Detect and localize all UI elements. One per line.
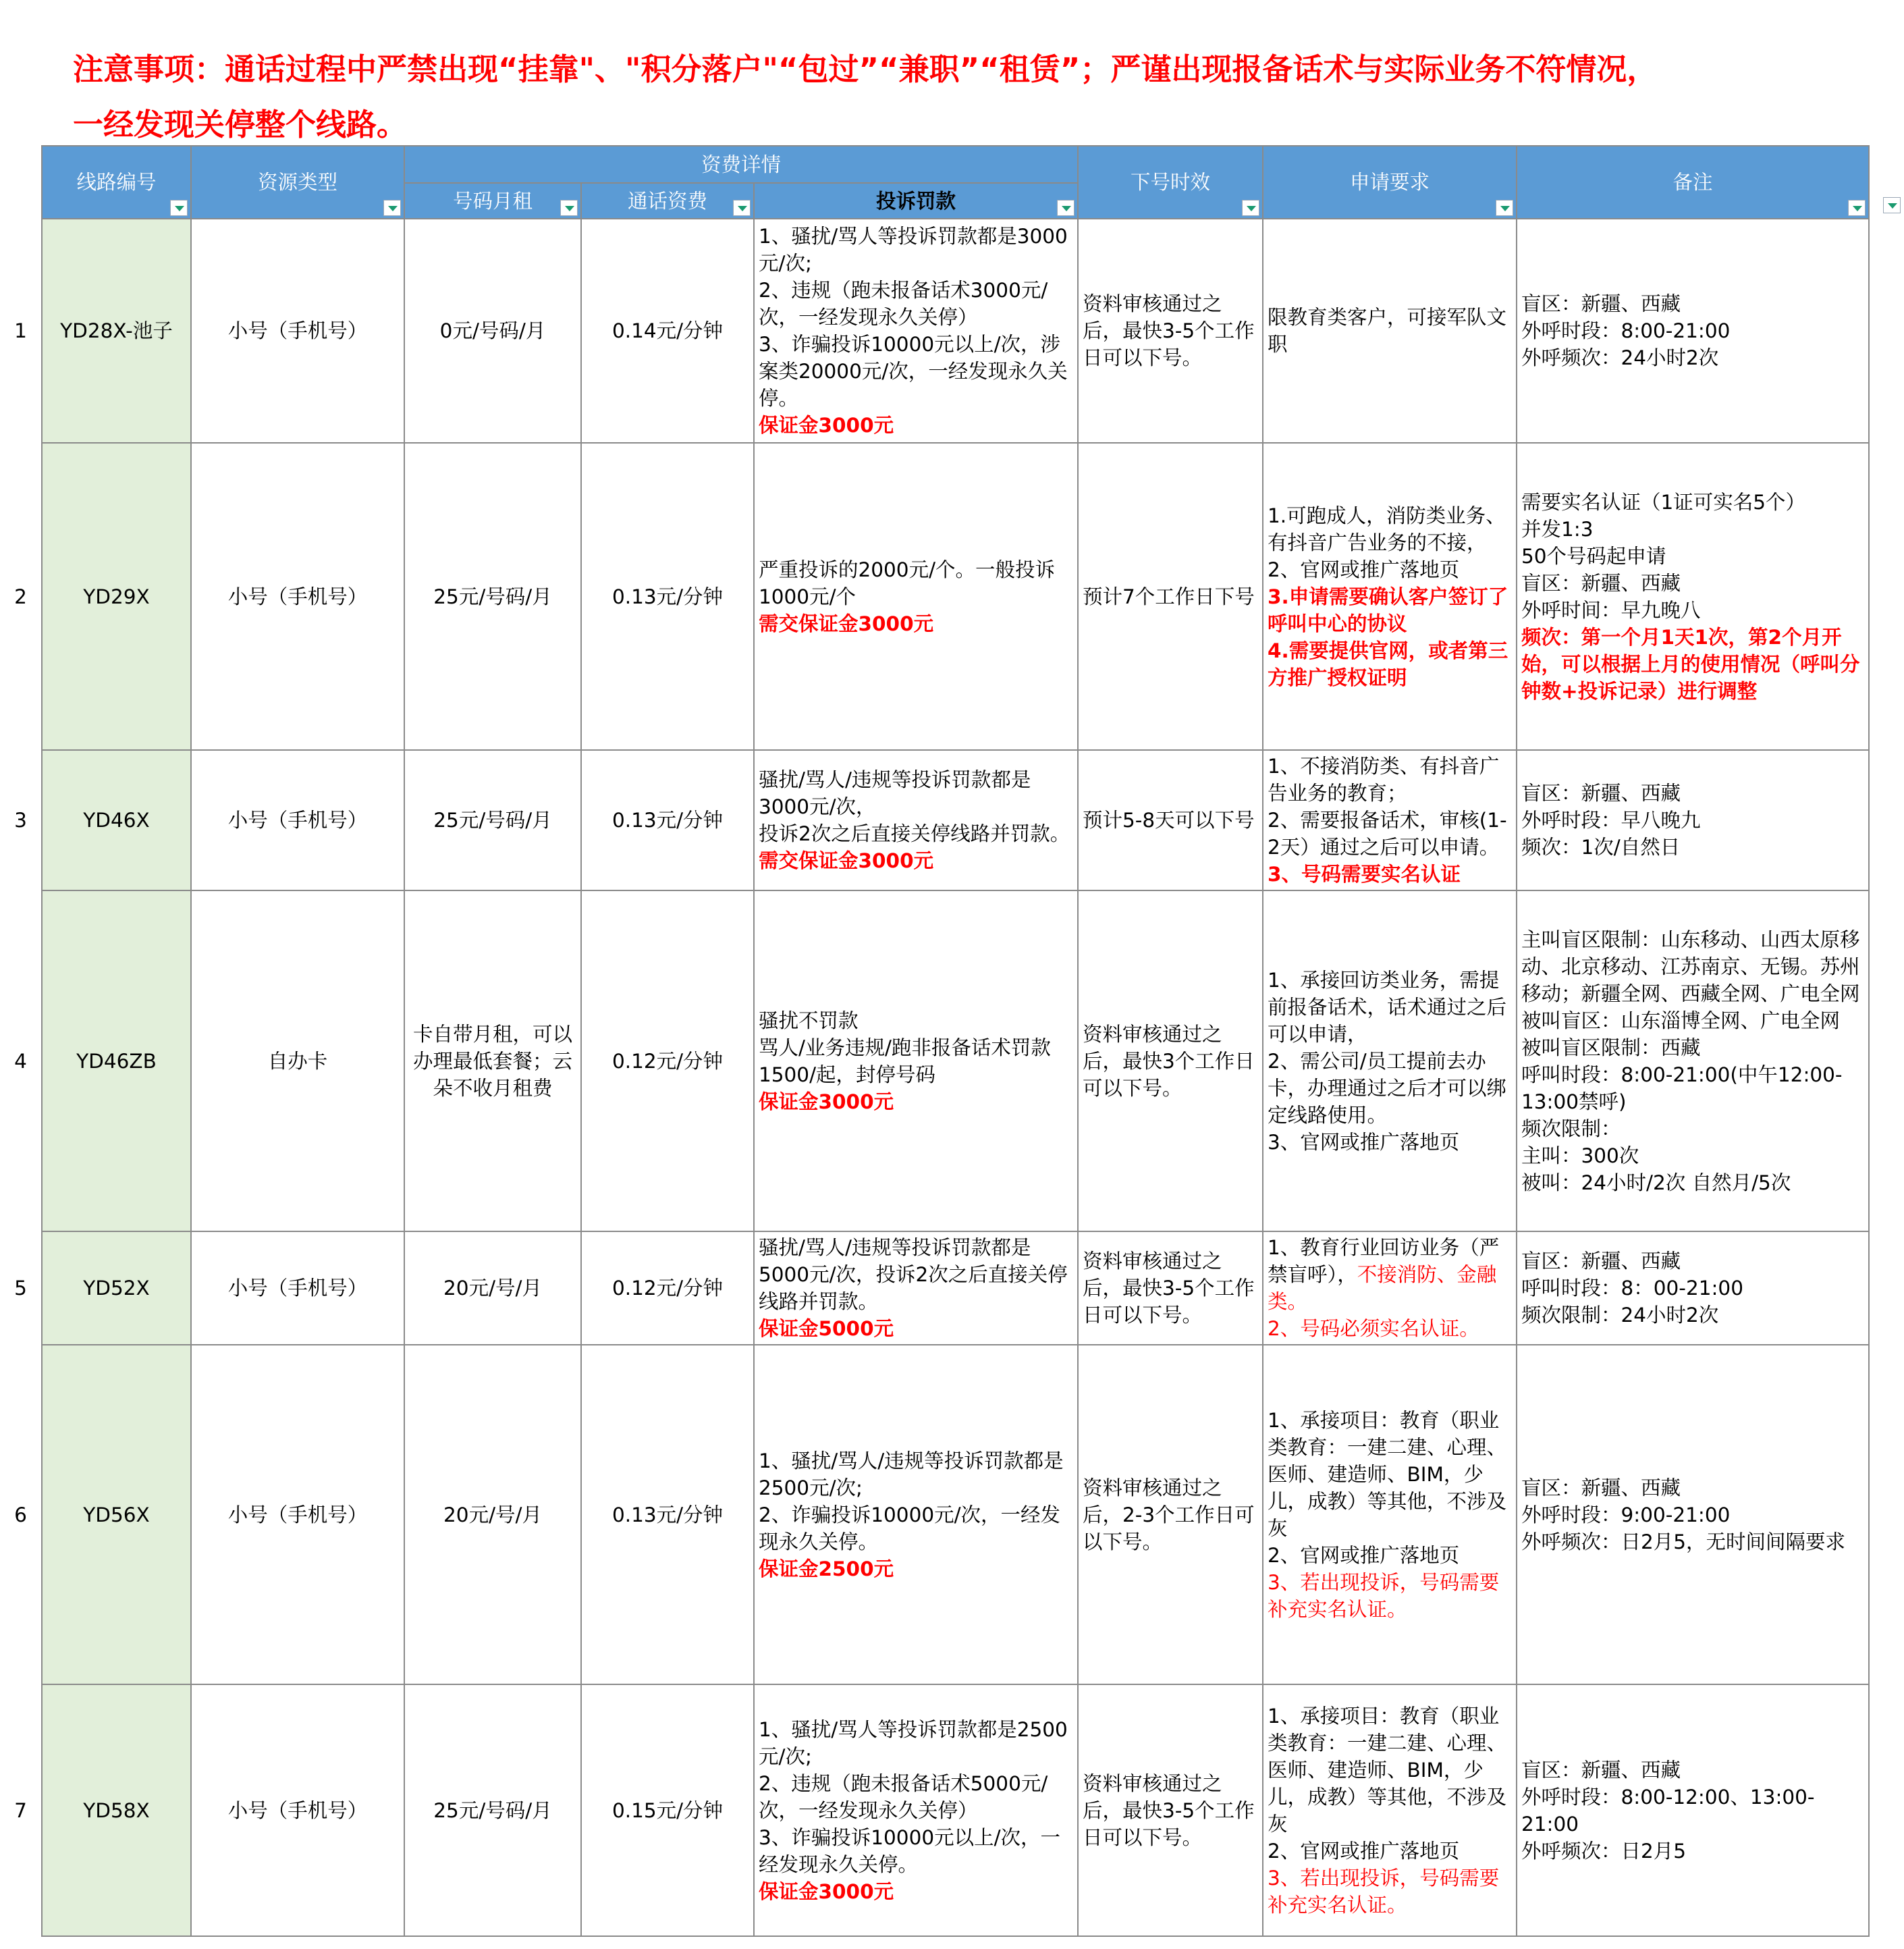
table-row — [0, 1345, 1869, 1684]
requirement-item — [1268, 556, 1512, 583]
monthly-rent-cell: 20元/号/月 — [404, 1345, 581, 1684]
resource-type-cell: 小号（手机号） — [191, 1345, 404, 1684]
requirement-text: 3、号码需要实名认证 — [1268, 863, 1461, 886]
requirement-item — [1268, 1315, 1512, 1342]
remark-line: 外呼频次：24小时2次 — [1521, 346, 1719, 369]
table-row — [0, 443, 1869, 750]
line-code-cell: YD46X — [42, 750, 191, 890]
filter-dropdown-icon[interactable] — [1883, 197, 1901, 213]
line-code-cell: YD52X — [42, 1231, 191, 1345]
deposit-text: 保证金5000元 — [759, 1317, 894, 1340]
header-remarks: 备注 — [1517, 146, 1869, 219]
call-rate-cell: 0.12元/分钟 — [581, 1231, 754, 1345]
penalty-line: 骚扰/骂人/违规等投诉罚款都是3000元/次， — [759, 768, 1031, 818]
remark-line: 被叫盲区限制：西藏 — [1521, 1036, 1701, 1059]
requirements-cell — [1263, 750, 1517, 890]
remark-line: 外呼时段：8:00-21:00 — [1521, 319, 1731, 342]
remark-line: 50个号码起申请 — [1521, 544, 1666, 568]
remarks-cell — [1517, 443, 1869, 750]
complaint-penalty-cell — [754, 890, 1078, 1231]
header-resource-type: 资源类型 — [191, 146, 404, 219]
requirement-item — [1268, 807, 1512, 861]
complaint-penalty-cell — [754, 1684, 1078, 1936]
resource-type-cell: 小号（手机号） — [191, 1231, 404, 1345]
deposit-text: 保证金3000元 — [759, 414, 894, 437]
header-line-id: 线路编号 — [42, 146, 191, 219]
penalty-line: 1、骚扰/骂人等投诉罚款都是3000元/次; — [759, 225, 1068, 275]
requirement-item — [1268, 1407, 1512, 1542]
call-rate-cell: 0.13元/分钟 — [581, 443, 754, 750]
deposit-text: 保证金3000元 — [759, 1090, 894, 1113]
penalty-line: 严重投诉的2000元/个。一般投诉1000元/个 — [759, 558, 1056, 608]
remarks-cell — [1517, 1684, 1869, 1936]
remark-line: 主叫：300次 — [1521, 1144, 1639, 1167]
row-number: 1 — [0, 219, 42, 443]
complaint-penalty-cell — [754, 1231, 1078, 1345]
requirement-text: 1、承接回访类业务，需提前报备话术，话术通过之后可以申请， — [1268, 968, 1507, 1046]
call-rate-cell: 0.13元/分钟 — [581, 1345, 754, 1684]
remark-line: 外呼时段：8:00-12:00、13:00-21:00 — [1521, 1785, 1815, 1836]
remark-line: 盲区：新疆、西藏 — [1521, 1758, 1681, 1782]
requirement-text: 1、不接消防类、有抖音广告业务的教育； — [1268, 755, 1500, 805]
requirement-text: 3、若出现投诉，号码需要补充实名认证。 — [1268, 1866, 1500, 1917]
line-code-cell: YD58X — [42, 1684, 191, 1936]
remarks-cell — [1517, 890, 1869, 1231]
requirement-text: 3、若出现投诉，号码需要补充实名认证。 — [1268, 1570, 1500, 1621]
row-number: 6 — [0, 1345, 42, 1684]
row-number: 2 — [0, 443, 42, 750]
requirement-text: 限教育类客户，可接军队文职 — [1268, 306, 1507, 356]
activation-time-cell: 资料审核通过之后，2-3个工作日可以下号。 — [1078, 1345, 1263, 1684]
remarks-cell — [1517, 219, 1869, 443]
complaint-penalty-cell — [754, 1345, 1078, 1684]
line-code-cell: YD28X-池子 — [42, 219, 191, 443]
table-row — [0, 750, 1869, 890]
row-number: 5 — [0, 1231, 42, 1345]
table-row — [0, 219, 1869, 443]
header-call-rate: 通话资费 — [581, 183, 754, 219]
requirement-item — [1268, 304, 1512, 358]
remark-line: 外呼时段：早八晚九 — [1521, 809, 1701, 832]
penalty-line: 2、违规（跑未报备话术5000元/次，一经发现永久关停） — [759, 1771, 1048, 1822]
requirement-text: 3.申请需要确认客户签订了呼叫中心的协议 — [1268, 585, 1508, 635]
monthly-rent-cell: 25元/号码/月 — [404, 443, 581, 750]
resource-type-cell: 自办卡 — [191, 890, 404, 1231]
monthly-rent-cell: 0元/号码/月 — [404, 219, 581, 443]
requirement-text: 1、承接项目：教育（职业类教育：一建二建、心理、医师、建造师、BIM，少儿，成教）等其他，不涉及灰 — [1268, 1704, 1507, 1836]
notice-line-1: 注意事项：通话过程中严禁出现“挂靠"、"积分落户"“包过”“兼职”“租赁”；严谨出现报备话术与实际业务不符情况， — [73, 51, 1658, 87]
call-rate-cell: 0.14元/分钟 — [581, 219, 754, 443]
requirements-cell — [1263, 890, 1517, 1231]
remark-line: 盲区：新疆、西藏 — [1521, 1250, 1681, 1273]
requirement-text: 2、官网或推广落地页 — [1268, 1543, 1460, 1567]
corner-cell — [0, 146, 42, 219]
requirement-text: 2、号码必须实名认证。 — [1268, 1317, 1479, 1340]
penalty-line: 3、诈骗投诉10000元以上/次，一经发现永久关停。 — [759, 1825, 1061, 1876]
monthly-rent-cell: 20元/号/月 — [404, 1231, 581, 1345]
filter-dropdown-icon[interactable] — [1848, 200, 1866, 216]
monthly-rent-cell: 25元/号码/月 — [404, 750, 581, 890]
remark-line: 外呼频次：日2月5，无时间间隔要求 — [1521, 1530, 1846, 1553]
requirement-text: 2、需要报备话术，审核(1-2天）通过之后可以申请。 — [1268, 809, 1507, 859]
remark-line: 呼叫时段：8：00-21:00 — [1521, 1277, 1743, 1300]
requirement-item — [1268, 637, 1512, 691]
requirements-cell — [1263, 219, 1517, 443]
resource-type-cell: 小号（手机号） — [191, 443, 404, 750]
complaint-penalty-cell — [754, 219, 1078, 443]
remark-line: 频次：1次/自然日 — [1521, 836, 1681, 859]
requirement-text: 2、官网或推广落地页 — [1268, 1839, 1460, 1863]
remark-line: 盲区：新疆、西藏 — [1521, 782, 1681, 805]
requirement-item — [1268, 1129, 1512, 1156]
requirement-item — [1268, 1838, 1512, 1865]
remarks-cell — [1517, 750, 1869, 890]
filter-dropdown-icon[interactable] — [733, 200, 751, 216]
remark-line: 盲区：新疆、西藏 — [1521, 292, 1681, 315]
header-activation-time: 下号时效 — [1078, 146, 1263, 219]
penalty-line: 骚扰不罚款 — [759, 1009, 859, 1032]
requirement-text: 3、官网或推广落地页 — [1268, 1130, 1460, 1154]
requirements-cell — [1263, 1684, 1517, 1936]
activation-time-cell: 资料审核通过之后，最快3-5个工作日可以下号。 — [1078, 1231, 1263, 1345]
requirements-cell — [1263, 443, 1517, 750]
remarks-cell — [1517, 1345, 1869, 1684]
remark-line: 并发1:3 — [1521, 517, 1594, 541]
penalty-line: 2、违规（跑未报备话术3000元/次，一经发现永久关停） — [759, 279, 1048, 329]
resource-type-cell: 小号（手机号） — [191, 750, 404, 890]
remark-line: 外呼时段：9:00-21:00 — [1521, 1503, 1731, 1526]
deposit-text: 保证金3000元 — [759, 1879, 894, 1903]
monthly-rent-cell: 25元/号码/月 — [404, 1684, 581, 1936]
spreadsheet — [0, 145, 1870, 1937]
penalty-line: 3、诈骗投诉10000元以上/次，涉案类20000元/次，一经发现永久关停。 — [759, 333, 1068, 410]
fee-table — [0, 145, 1870, 1937]
requirement-item — [1268, 1048, 1512, 1129]
deposit-text: 保证金2500元 — [759, 1557, 894, 1580]
call-rate-cell: 0.12元/分钟 — [581, 890, 754, 1231]
monthly-rent-cell: 卡自带月租，可以办理最低套餐；云朵不收月租费 — [404, 890, 581, 1231]
remark-line: 频次：第一个月1天1次，第2个月开始，可以根据上月的使用情况（呼叫分钟数+投诉记录）进行调整 — [1521, 625, 1860, 703]
requirement-item — [1268, 967, 1512, 1048]
call-rate-cell: 0.15元/分钟 — [581, 1684, 754, 1936]
deposit-text: 需交保证金3000元 — [759, 849, 934, 872]
remark-line: 主叫盲区限制：山东移动、山西太原移动、北京移动、江苏南京、无锡。苏州移动；新疆全网、西藏全网、广电全网 — [1521, 928, 1860, 1005]
header-requirements: 申请要求 — [1263, 146, 1517, 219]
filter-dropdown-icon[interactable] — [383, 200, 401, 216]
activation-time-cell: 资料审核通过之后，最快3个工作日可以下号。 — [1078, 890, 1263, 1231]
filter-dropdown-icon[interactable] — [560, 200, 578, 216]
row-number: 7 — [0, 1684, 42, 1936]
penalty-line: 1、骚扰/骂人等投诉罚款都是2500元/次; — [759, 1717, 1068, 1768]
remark-line: 被叫盲区：山东淄博全网、广电全网 — [1521, 1009, 1841, 1032]
requirement-item — [1268, 861, 1512, 888]
complaint-penalty-cell — [754, 443, 1078, 750]
remark-line: 呼叫时段：8:00-21:00(中午12:00-13:00禁呼) — [1521, 1063, 1843, 1113]
notice-line-2: 一经发现关停整个线路。 — [73, 107, 408, 142]
requirements-cell — [1263, 1231, 1517, 1345]
requirement-item — [1268, 1542, 1512, 1569]
requirement-item — [1268, 753, 1512, 807]
penalty-line: 2、诈骗投诉10000元/次，一经发现永久关停。 — [759, 1503, 1061, 1553]
penalty-line: 投诉2次之后直接关停线路并罚款。 — [759, 822, 1070, 845]
requirements-cell — [1263, 1345, 1517, 1684]
requirement-text: 1、承接项目：教育（职业类教育：一建二建、心理、医师、建造师、BIM，少儿，成教）等其他，不涉及灰 — [1268, 1408, 1507, 1540]
table-row — [0, 1231, 1869, 1345]
table-row — [0, 890, 1869, 1231]
filter-dropdown-icon[interactable] — [1496, 200, 1513, 216]
remark-line: 需要实名认证（1证可实名5个） — [1521, 490, 1806, 514]
penalty-line: 骚扰/骂人/违规等投诉罚款都是5000元/次，投诉2次之后直接关停线路并罚款。 — [759, 1236, 1068, 1313]
row-number: 3 — [0, 750, 42, 890]
filter-dropdown-icon[interactable] — [170, 200, 188, 216]
activation-time-cell: 预计5-8天可以下号 — [1078, 750, 1263, 890]
requirement-inline: 不接消防、金融类。 — [1268, 1263, 1497, 1313]
complaint-penalty-cell — [754, 750, 1078, 890]
remark-line: 频次限制：24小时2次 — [1521, 1304, 1719, 1327]
activation-time-cell: 资料审核通过之后，最快3-5个工作日可以下号。 — [1078, 219, 1263, 443]
remark-line: 被叫：24小时/2次 自然月/5次 — [1521, 1171, 1791, 1194]
activation-time-cell: 资料审核通过之后，最快3-5个工作日可以下号。 — [1078, 1684, 1263, 1936]
remark-line: 盲区：新疆、西藏 — [1521, 571, 1681, 595]
penalty-line: 骂人/业务违规/跑非报备话术罚款1500/起，封停号码 — [759, 1036, 1051, 1086]
requirement-item — [1268, 502, 1512, 556]
requirement-text: 1.可跑成人，消防类业务、有抖音广告业务的不接， — [1268, 504, 1506, 554]
filter-dropdown-icon[interactable] — [1057, 200, 1075, 216]
remark-line: 外呼时间：早九晚八 — [1521, 598, 1701, 622]
line-code-cell: YD56X — [42, 1345, 191, 1684]
requirement-item — [1268, 1703, 1512, 1838]
resource-type-cell: 小号（手机号） — [191, 1684, 404, 1936]
penalty-line: 1、骚扰/骂人/违规等投诉罚款都是2500元/次; — [759, 1449, 1064, 1499]
header-monthly-rent: 号码月租 — [404, 183, 581, 219]
remark-line: 外呼频次：日2月5 — [1521, 1839, 1687, 1863]
table-row — [0, 1684, 1869, 1936]
remark-line: 盲区：新疆、西藏 — [1521, 1476, 1681, 1499]
activation-time-cell: 预计7个工作日下号 — [1078, 443, 1263, 750]
call-rate-cell: 0.13元/分钟 — [581, 750, 754, 890]
requirement-text: 2、官网或推广落地页 — [1268, 558, 1460, 581]
header-fee-details: 资费详情 — [404, 146, 1078, 183]
row-number: 4 — [0, 890, 42, 1231]
remark-line: 频次限制： — [1521, 1117, 1621, 1140]
notice — [73, 42, 1868, 153]
deposit-text: 需交保证金3000元 — [759, 612, 934, 635]
requirement-item — [1268, 583, 1512, 637]
requirement-text: 1、教育行业回访业务（严禁盲呼）， — [1268, 1236, 1500, 1286]
resource-type-cell: 小号（手机号） — [191, 219, 404, 443]
requirement-item — [1268, 1865, 1512, 1919]
requirement-text: 2、需公司/员工提前去办卡，办理通过之后才可以绑定线路使用。 — [1268, 1049, 1507, 1127]
line-code-cell: YD46ZB — [42, 890, 191, 1231]
remarks-cell — [1517, 1231, 1869, 1345]
header-complaint-penalty: 投诉罚款 — [754, 183, 1078, 219]
requirement-item — [1268, 1569, 1512, 1623]
requirement-text: 4.需要提供官网，或者第三方推广授权证明 — [1268, 639, 1508, 689]
filter-dropdown-icon[interactable] — [1242, 200, 1259, 216]
requirement-item — [1268, 1234, 1512, 1315]
line-code-cell: YD29X — [42, 443, 191, 750]
